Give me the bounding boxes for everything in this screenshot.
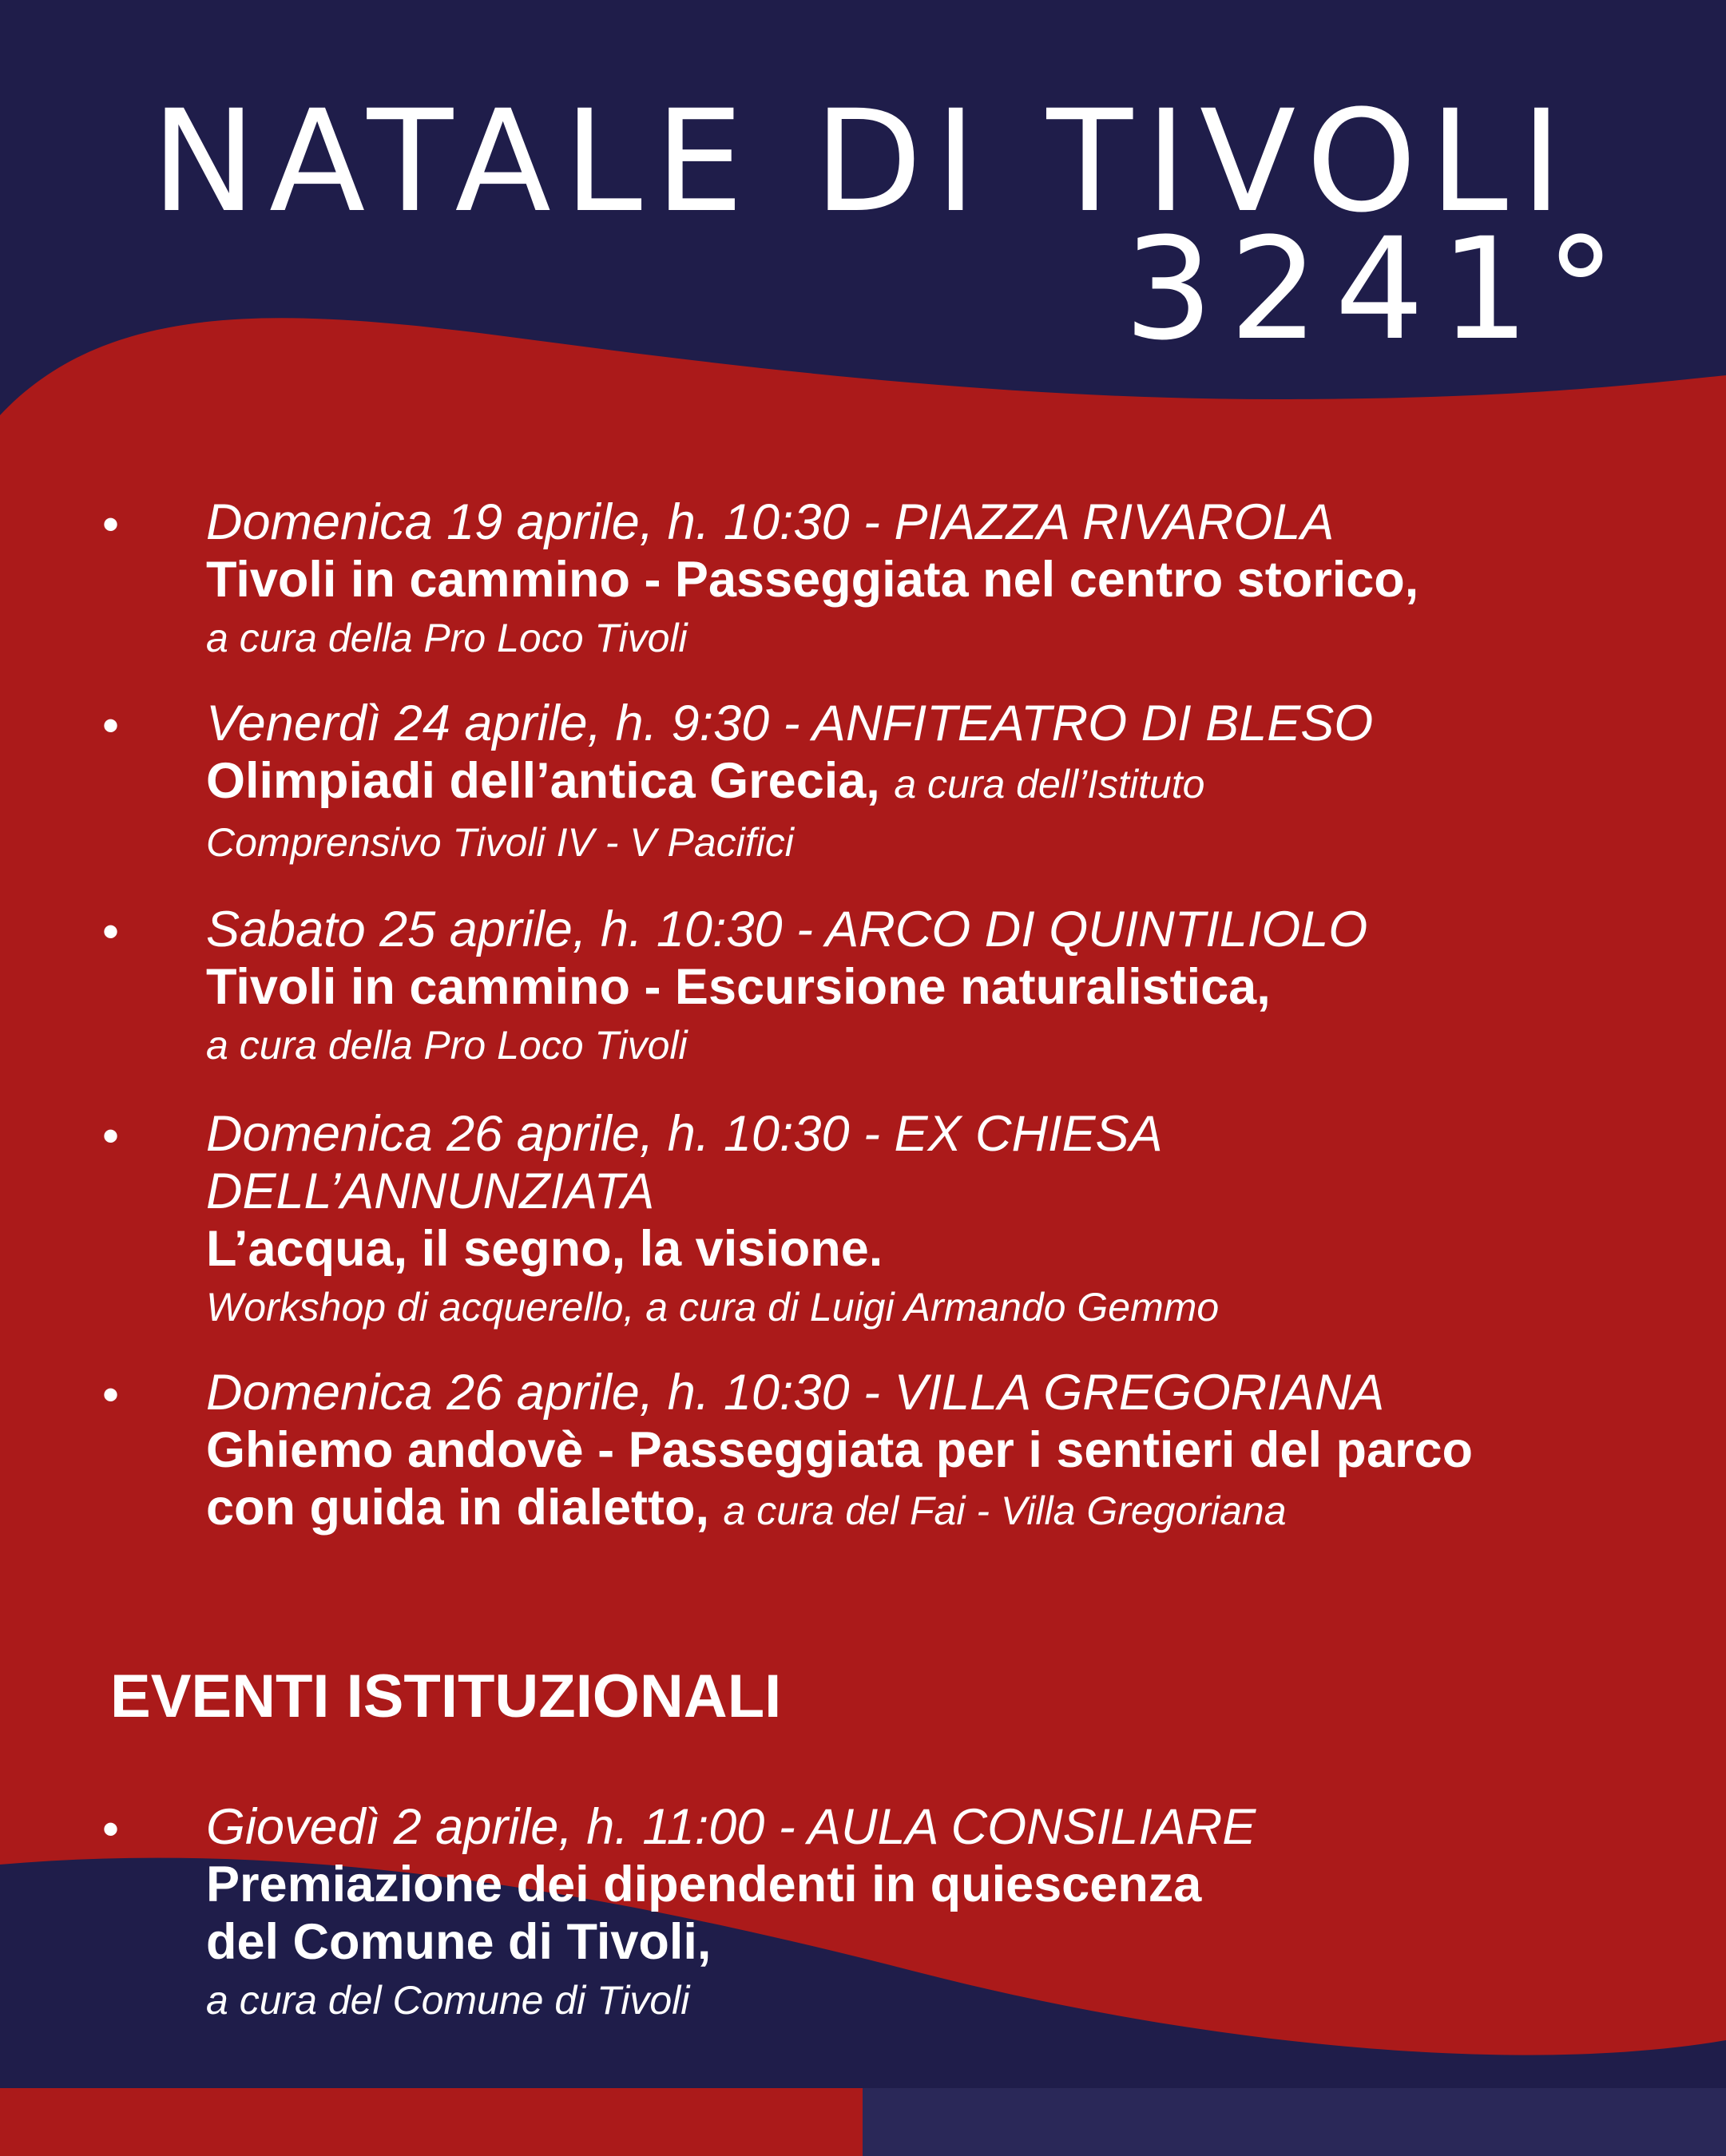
event-title: Tivoli in cammino - Passeggiata nel centro storico, xyxy=(206,552,1419,608)
event-credit: a cura della Pro Loco Tivoli xyxy=(206,616,688,660)
event-credit: a cura del Comune di Tivoli xyxy=(206,1978,690,2023)
event-date-place-continued: DELL’ANNUNZIATA xyxy=(206,1163,655,1219)
event-title-line xyxy=(206,752,1692,813)
event-title-continued: con guida in dialetto, xyxy=(206,1480,709,1536)
event-item xyxy=(102,1364,1692,1540)
bullet-icon: • xyxy=(102,699,120,752)
event-title: Premiazione dei dipendenti in quiescenza xyxy=(206,1857,1202,1912)
event-date-place: Domenica 19 aprile, h. 10:30 - PIAZZA RIVAROLA xyxy=(206,494,1335,550)
event-credit-inline: a cura dell’Istituto xyxy=(894,762,1205,807)
event-title-continued: del Comune di Tivoli, xyxy=(206,1914,712,1970)
event-item xyxy=(102,901,1692,1075)
event-title-line xyxy=(206,1479,1692,1540)
event-credit-inline: a cura del Fai - Villa Gregoriana xyxy=(723,1488,1287,1533)
event-title: Tivoli in cammino - Escursione naturalistica, xyxy=(206,959,1271,1015)
institutional-events-heading: EVENTI ISTITUZIONALI xyxy=(110,1663,782,1730)
bullet-icon: • xyxy=(102,497,120,551)
bullet-icon: • xyxy=(102,905,120,958)
event-title: Olimpiadi dell’antica Grecia, xyxy=(206,753,880,809)
event-date-place: Domenica 26 aprile, h. 10:30 - EX CHIESA xyxy=(206,1106,1163,1162)
bullet-icon: • xyxy=(102,1802,120,1856)
event-date-place: Sabato 25 aprile, h. 10:30 - ARCO DI QUINTILIOLO xyxy=(206,902,1368,957)
event-item xyxy=(102,695,1692,872)
event-date-place: Venerdì 24 aprile, h. 9:30 - ANFITEATRO DI BLESO xyxy=(206,696,1374,751)
event-credit: Workshop di acquerello, a cura di Luigi Armando Gemmo xyxy=(206,1285,1220,1330)
event-date-place: Domenica 26 aprile, h. 10:30 - VILLA GREGORIANA xyxy=(206,1365,1385,1421)
event-item xyxy=(102,493,1692,668)
event-item xyxy=(102,1798,1692,2030)
event-date-place: Giovedì 2 aprile, h. 11:00 - AULA CONSILIARE xyxy=(206,1799,1256,1855)
event-credit: Comprensivo Tivoli IV - V Pacifici xyxy=(206,820,794,865)
edition-number: 3241° xyxy=(1124,208,1632,371)
event-title: Ghiemo andovè - Passeggiata per i sentieri del parco xyxy=(206,1422,1474,1478)
bullet-icon: • xyxy=(102,1368,120,1421)
page-title: NATALE DI TIVOLI xyxy=(151,80,1575,244)
event-title: L’acqua, il segno, la visione. xyxy=(206,1221,883,1277)
event-item xyxy=(102,1105,1692,1337)
event-credit: a cura della Pro Loco Tivoli xyxy=(206,1023,688,1068)
bullet-icon: • xyxy=(102,1109,120,1163)
